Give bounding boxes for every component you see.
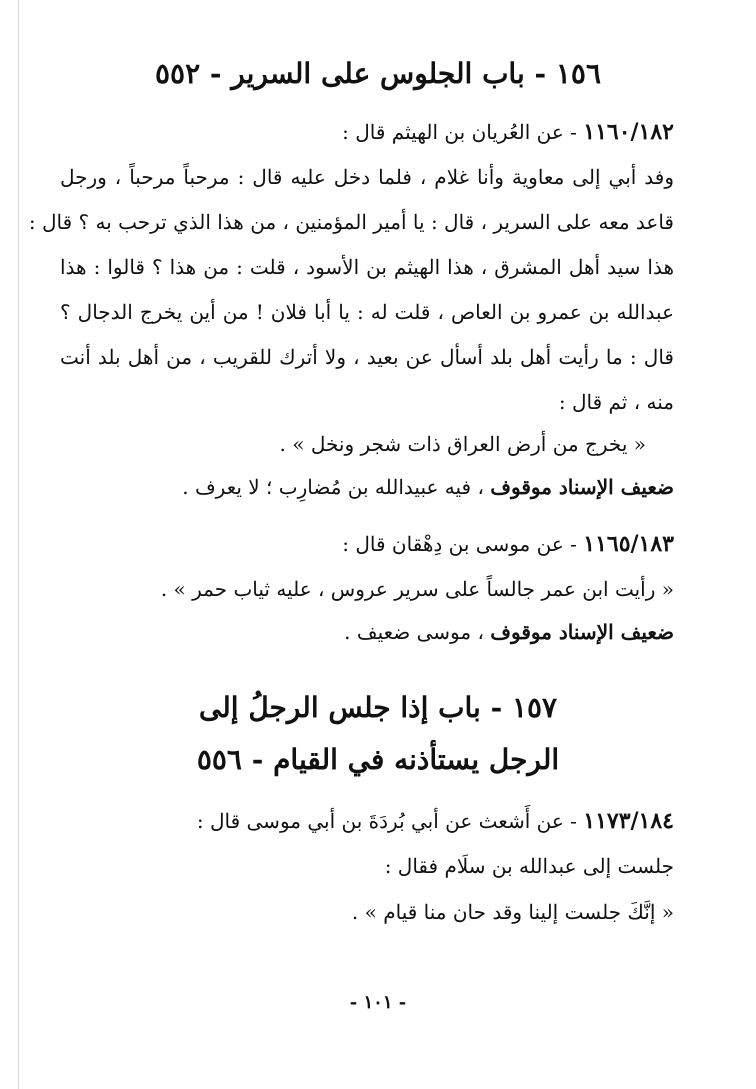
hadith-182-isnad: - عن العُريان بن الهيثم قال : (342, 120, 584, 144)
hadith-182-text-line-4: عبدالله بن عمرو بن العاص ، قلت له : يا أبا فلان ! من أين يخرج الدجال ؟ (60, 300, 674, 324)
hadith-183-grade-note: ، موسى ضعيف . (344, 620, 491, 644)
hadith-184-quote: « إنَّكَ جلست إلينا وقد حان منا قيام » . (351, 900, 674, 924)
hadith-182-grade-note: ، فيه عبيدالله بن مُضارِب ؛ لا يعرف . (182, 475, 491, 499)
chapter-156-heading: ١٥٦ - باب الجلوس على السرير - ٥٥٢ (154, 57, 601, 90)
hadith-184-number: ١١٧٣/١٨٤ (583, 808, 674, 834)
hadith-184-isnad: - عن أَشعث عن أبي بُردَةَ بن أبي موسى قال : (196, 809, 584, 833)
hadith-182-number: ١١٦٠/١٨٢ (583, 119, 674, 145)
hadith-182-quote: « يخرج من أرض العراق ذات شجر ونخل » . (279, 432, 646, 456)
page-edge-line (18, 0, 19, 1089)
hadith-182-text-line-3: هذا سيد أهل المشرق ، هذا الهيثم بن الأسود ، قلت : من هذا ؟ قالوا : هذا (60, 255, 674, 279)
hadith-182-isnad-line (60, 117, 674, 147)
hadith-184-isnad-line (60, 806, 674, 836)
hadith-184-text-line-1: جلست إلى عبدالله بن سلَام فقال : (384, 854, 674, 878)
chapter-157-heading-line-2: الرجل يستأذنه في القيام - ٥٥٦ (196, 743, 560, 776)
hadith-182-text-line-5: قال : ما رأيت أهل بلد أسأل عن بعيد ، ولا أترك للقريب ، من أهل بلد أنت (60, 345, 674, 369)
hadith-182-grade-label: ضعيف الإسناد موقوف (490, 475, 674, 499)
hadith-183-isnad-line (60, 529, 674, 559)
hadith-182-text-line-6: منه ، ثم قال : (558, 390, 674, 414)
hadith-182-text-line-1: وفد أبي إلى معاوية وأنا غلام ، فلما دخل عليه قال : مرحباً مرحباً ، ورجل (60, 165, 674, 189)
hadith-183-quote: « رأيت ابن عمر جالساً على سرير عروس ، عليه ثياب حمر » . (160, 577, 674, 601)
hadith-183-isnad: - عن موسى بن دِهْقان قال : (342, 532, 584, 556)
hadith-182-grade (60, 472, 674, 502)
hadith-183-grade-label: ضعيف الإسناد موقوف (490, 620, 674, 644)
hadith-183-number: ١١٦٥/١٨٣ (583, 531, 674, 557)
page-number: - ١٠١ - (349, 992, 407, 1013)
hadith-182-text-line-2: قاعد معه على السرير ، قال : يا أمير المؤمنين ، من هذا الذي ترحب به ؟ قال : (28, 210, 674, 234)
chapter-157-heading-line-1: ١٥٧ - باب إذا جلس الرجلُ إلى (198, 691, 558, 724)
hadith-183-grade (60, 617, 674, 647)
